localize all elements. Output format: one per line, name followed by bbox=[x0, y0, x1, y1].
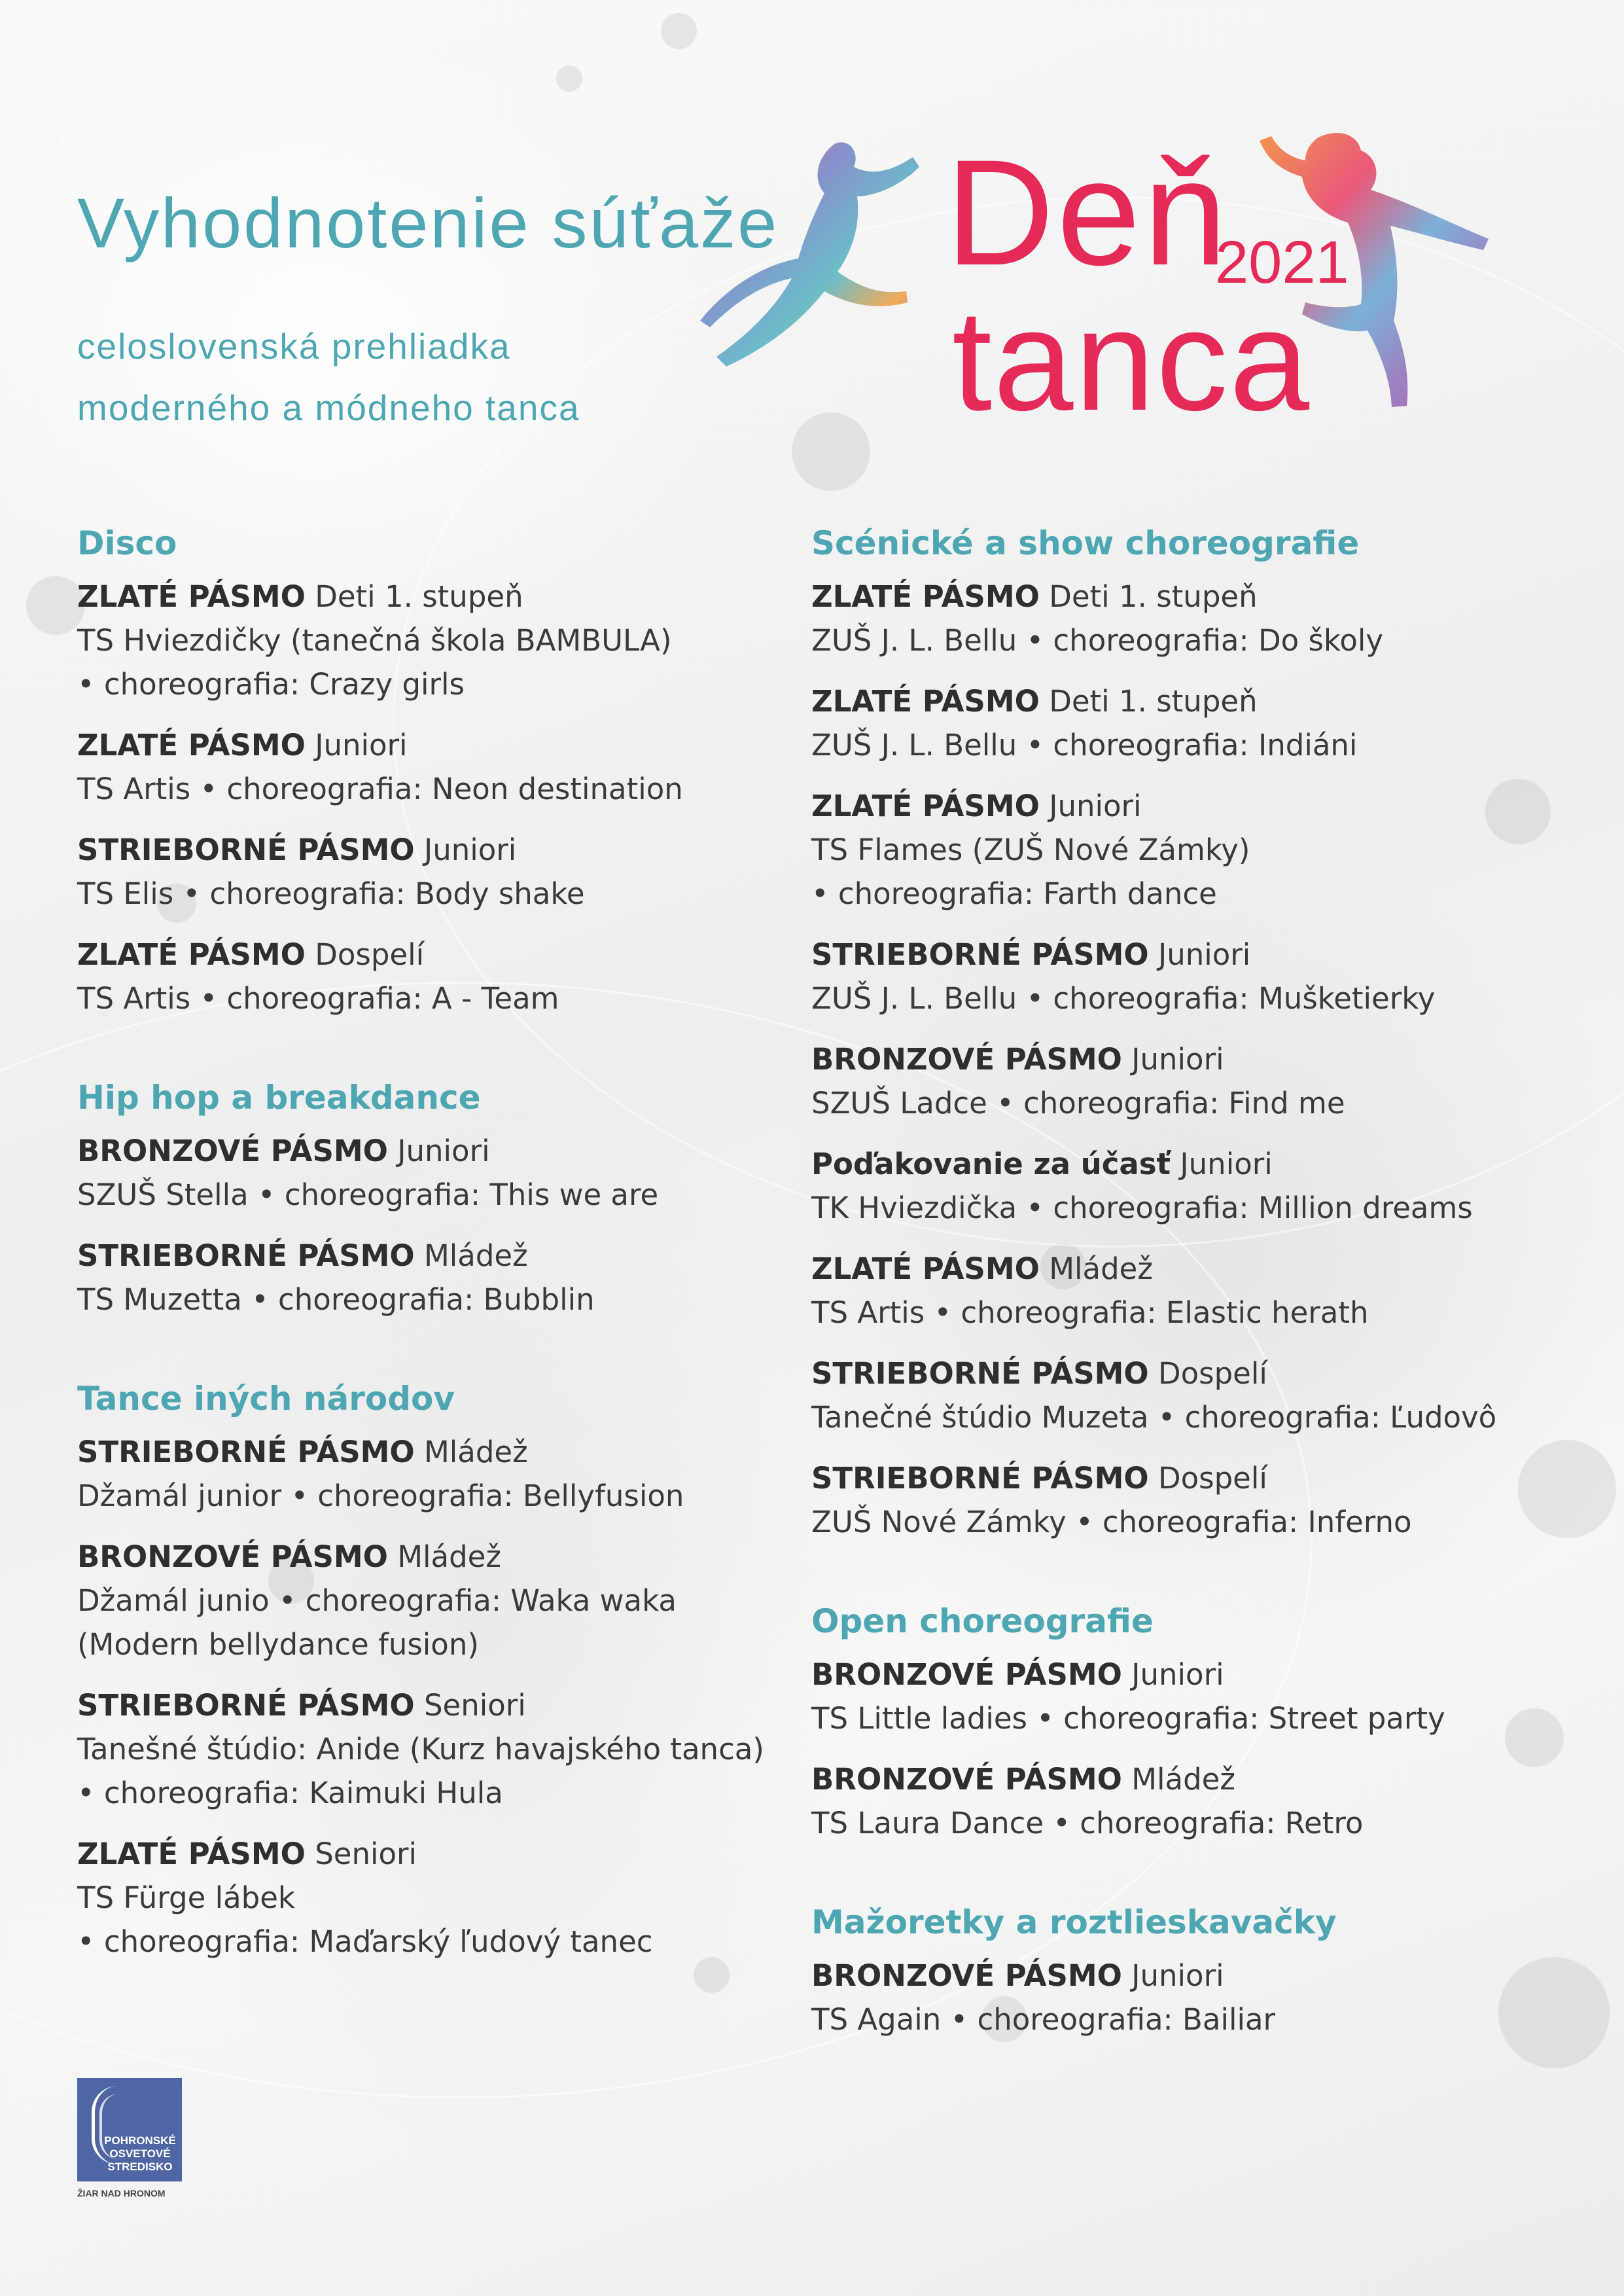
age-category: Mládež bbox=[397, 1539, 501, 1574]
result-entry bbox=[811, 679, 1544, 767]
entry-heading bbox=[77, 1430, 810, 1474]
entry-detail: TS Artis • choreografia: Elastic herath bbox=[811, 1295, 1369, 1330]
award-band: STRIEBORNÉ PÁSMO bbox=[811, 937, 1149, 972]
award-band: ZLATÉ PÁSMO bbox=[77, 1837, 306, 1871]
results-column-right bbox=[811, 524, 1544, 2041]
results-section bbox=[811, 1903, 1544, 2041]
result-entry bbox=[811, 1142, 1544, 1230]
page-subtitle bbox=[77, 315, 580, 439]
section-title: Scénické a show choreografie bbox=[811, 524, 1360, 562]
entry-heading bbox=[811, 1954, 1544, 1998]
entry-heading bbox=[77, 1683, 810, 1727]
section-title: Hip hop a breakdance bbox=[77, 1079, 481, 1117]
award-band: BRONZOVÉ PÁSMO bbox=[77, 1539, 388, 1574]
result-entry bbox=[77, 575, 810, 706]
entry-heading bbox=[77, 1234, 810, 1278]
award-band: ZLATÉ PÁSMO bbox=[811, 789, 1040, 823]
entry-heading bbox=[811, 784, 1544, 828]
award-band: ZLATÉ PÁSMO bbox=[811, 579, 1040, 614]
entry-detail: TS Again • choreografia: Bailiar bbox=[811, 2002, 1276, 2037]
entry-heading bbox=[811, 1456, 1544, 1500]
background-bokeh bbox=[556, 65, 582, 92]
results-column-left bbox=[77, 524, 810, 1964]
result-entry bbox=[77, 1535, 810, 1666]
entry-heading bbox=[77, 575, 810, 619]
award-band: STRIEBORNÉ PÁSMO bbox=[811, 1461, 1149, 1496]
section-title: Mažoretky a roztlieskavačky bbox=[811, 1903, 1337, 1941]
result-entry bbox=[811, 1456, 1544, 1544]
award-band: ZLATÉ PÁSMO bbox=[77, 937, 306, 972]
organizer-name-line: POHRONSKÉ bbox=[104, 2134, 176, 2147]
entry-detail: TS Elis • choreografia: Body shake bbox=[77, 876, 585, 911]
age-category: Mládež bbox=[423, 1435, 528, 1469]
entry-heading bbox=[77, 1129, 810, 1173]
award-band: STRIEBORNÉ PÁSMO bbox=[77, 833, 415, 867]
organizer-city: ŽIAR NAD HRONOM bbox=[77, 2188, 166, 2198]
entry-heading bbox=[77, 1535, 810, 1579]
section-title: Tance iných národov bbox=[77, 1380, 455, 1418]
entry-heading bbox=[77, 1832, 810, 1876]
age-category: Juniori bbox=[1131, 1958, 1224, 1993]
entry-detail: • choreografia: Maďarský ľudový tanec bbox=[77, 1924, 653, 1959]
age-category: Juniori bbox=[1131, 1657, 1224, 1692]
entry-heading bbox=[77, 933, 810, 977]
entry-detail: ZUŠ Nové Zámky • choreografia: Inferno bbox=[811, 1505, 1412, 1539]
entry-detail: (Modern bellydance fusion) bbox=[77, 1627, 479, 1662]
entry-heading bbox=[811, 1142, 1544, 1186]
award-band: BRONZOVÉ PÁSMO bbox=[811, 1657, 1122, 1692]
age-category: Juniori bbox=[315, 728, 408, 762]
results-section bbox=[811, 524, 1544, 1544]
logo-word-den: Deň bbox=[945, 128, 1229, 296]
age-category: Seniori bbox=[423, 1688, 526, 1723]
award-band: Poďakovanie za účasť bbox=[811, 1147, 1171, 1181]
award-band: ZLATÉ PÁSMO bbox=[77, 579, 306, 614]
award-band: STRIEBORNÉ PÁSMO bbox=[77, 1238, 415, 1273]
entry-detail: TK Hviezdička • choreografia: Million dreams bbox=[811, 1191, 1473, 1225]
entry-detail: Tanešné štúdio: Anide (Kurz havajského tanca) bbox=[77, 1732, 764, 1767]
entry-detail: TS Flames (ZUŠ Nové Zámky) bbox=[811, 833, 1250, 867]
entry-heading bbox=[811, 1247, 1544, 1291]
age-category: Mládež bbox=[1131, 1762, 1235, 1797]
result-entry bbox=[811, 1352, 1544, 1439]
entry-detail: TS Little ladies • choreografia: Street party bbox=[811, 1701, 1445, 1736]
award-band: BRONZOVÉ PÁSMO bbox=[811, 1042, 1122, 1077]
result-entry bbox=[811, 1653, 1544, 1740]
result-entry bbox=[77, 1129, 810, 1217]
award-band: STRIEBORNÉ PÁSMO bbox=[77, 1435, 415, 1469]
entry-detail: TS Artis • choreografia: Neon destination bbox=[77, 772, 683, 806]
entry-detail: TS Artis • choreografia: A - Team bbox=[77, 981, 559, 1016]
results-section bbox=[811, 1602, 1544, 1845]
entry-detail: SZUŠ Ladce • choreografia: Find me bbox=[811, 1086, 1345, 1121]
organizer-name-line: OSVETOVÉ bbox=[109, 2147, 171, 2160]
organizer-logo-box bbox=[77, 2078, 182, 2181]
age-category: Deti 1. stupeň bbox=[1049, 579, 1258, 614]
age-category: Juniori bbox=[1157, 937, 1251, 972]
entry-heading bbox=[77, 723, 810, 767]
entry-detail: • choreografia: Kaimuki Hula bbox=[77, 1776, 503, 1810]
age-category: Seniori bbox=[315, 1837, 417, 1871]
award-band: ZLATÉ PÁSMO bbox=[811, 684, 1040, 719]
result-entry bbox=[77, 723, 810, 811]
result-entry bbox=[811, 1037, 1544, 1125]
age-category: Juniori bbox=[1049, 789, 1142, 823]
result-entry bbox=[77, 933, 810, 1020]
age-category: Deti 1. stupeň bbox=[315, 579, 523, 614]
entry-detail: ZUŠ J. L. Bellu • choreografia: Indiáni bbox=[811, 728, 1358, 762]
award-band: ZLATÉ PÁSMO bbox=[811, 1251, 1040, 1286]
result-entry bbox=[77, 828, 810, 916]
section-title: Open choreografie bbox=[811, 1602, 1154, 1640]
entry-detail: Džamál junior • choreografia: Bellyfusion bbox=[77, 1479, 684, 1513]
result-entry bbox=[77, 1430, 810, 1518]
age-category: Dospelí bbox=[1157, 1356, 1267, 1391]
result-entry bbox=[77, 1234, 810, 1321]
results-section bbox=[77, 1078, 810, 1321]
entry-detail: Tanečné štúdio Muzeta • choreografia: Ľudovô bbox=[811, 1400, 1497, 1435]
entry-heading bbox=[811, 1352, 1544, 1395]
entry-heading bbox=[811, 575, 1544, 619]
organizer-logo bbox=[77, 2078, 185, 2198]
entry-detail: ZUŠ J. L. Bellu • choreografia: Mušketierky bbox=[811, 981, 1436, 1016]
entry-heading bbox=[811, 1757, 1544, 1801]
entry-detail: TS Muzetta • choreografia: Bubblin bbox=[77, 1282, 595, 1317]
result-entry bbox=[77, 1683, 810, 1815]
entry-heading bbox=[811, 933, 1544, 977]
organizer-name bbox=[101, 2134, 179, 2174]
entry-detail: Džamál junio • choreografia: Waka waka bbox=[77, 1583, 677, 1618]
logo-year: 2021 bbox=[1215, 229, 1349, 296]
age-category: Dospelí bbox=[1157, 1461, 1267, 1496]
dancer-left-illustration bbox=[697, 131, 932, 458]
event-logo bbox=[697, 124, 1574, 465]
age-category: Deti 1. stupeň bbox=[1049, 684, 1258, 719]
results-section bbox=[77, 524, 810, 1020]
age-category: Juniori bbox=[423, 833, 517, 867]
result-entry bbox=[811, 575, 1544, 662]
award-band: ZLATÉ PÁSMO bbox=[77, 728, 306, 762]
award-band: BRONZOVÉ PÁSMO bbox=[77, 1134, 388, 1168]
result-entry bbox=[811, 1247, 1544, 1335]
entry-detail: TS Fürge lábek bbox=[77, 1880, 295, 1915]
background-bokeh bbox=[661, 13, 697, 49]
result-entry bbox=[811, 784, 1544, 916]
entry-heading bbox=[811, 1037, 1544, 1081]
logo-word-tanca: tanca bbox=[952, 279, 1311, 440]
age-category: Juniori bbox=[397, 1134, 490, 1168]
result-entry bbox=[811, 933, 1544, 1020]
background-bokeh bbox=[26, 576, 85, 635]
entry-heading bbox=[77, 828, 810, 872]
result-entry bbox=[77, 1832, 810, 1964]
subtitle-line: celoslovenská prehliadka bbox=[77, 326, 511, 367]
age-category: Mládež bbox=[1049, 1251, 1153, 1286]
award-band: BRONZOVÉ PÁSMO bbox=[811, 1958, 1122, 1993]
award-band: BRONZOVÉ PÁSMO bbox=[811, 1762, 1122, 1797]
result-entry bbox=[811, 1954, 1544, 2041]
entry-detail: ZUŠ J. L. Bellu • choreografia: Do školy bbox=[811, 623, 1384, 658]
award-band: STRIEBORNÉ PÁSMO bbox=[811, 1356, 1149, 1391]
entry-detail: TS Hviezdičky (tanečná škola BAMBULA) bbox=[77, 623, 672, 658]
subtitle-line: moderného a módneho tanca bbox=[77, 387, 580, 428]
section-title: Disco bbox=[77, 524, 177, 562]
age-category: Mládež bbox=[423, 1238, 528, 1273]
entry-detail: • choreografia: Farth dance bbox=[811, 876, 1217, 911]
result-entry bbox=[811, 1757, 1544, 1845]
entry-heading bbox=[811, 1653, 1544, 1696]
age-category: Juniori bbox=[1131, 1042, 1224, 1077]
entry-detail: TS Laura Dance • choreografia: Retro bbox=[811, 1806, 1364, 1840]
age-category: Dospelí bbox=[315, 937, 425, 972]
age-category: Juniori bbox=[1180, 1147, 1273, 1181]
page-title: Vyhodnotenie súťaže bbox=[77, 183, 779, 262]
entry-detail: • choreografia: Crazy girls bbox=[77, 667, 465, 702]
entry-detail: SZUŠ Stella • choreografia: This we are bbox=[77, 1177, 659, 1212]
award-band: STRIEBORNÉ PÁSMO bbox=[77, 1688, 415, 1723]
entry-heading bbox=[811, 679, 1544, 723]
results-section bbox=[77, 1379, 810, 1964]
organizer-name-line: STREDISKO bbox=[107, 2161, 173, 2173]
